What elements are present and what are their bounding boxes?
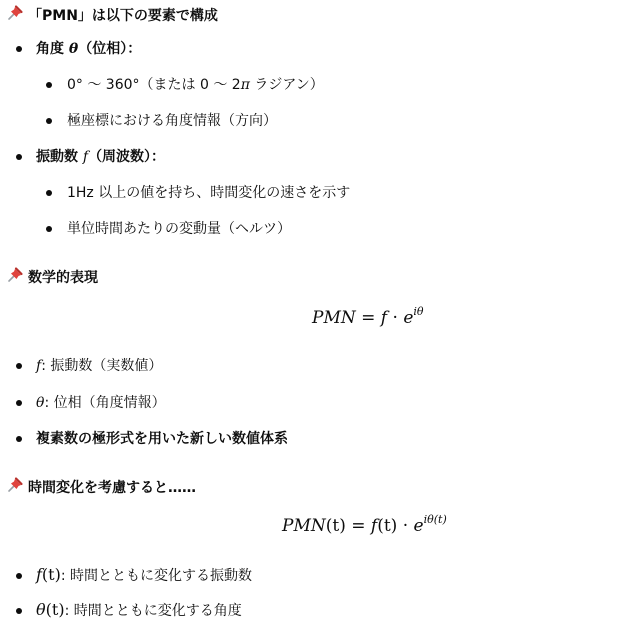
bullet-dot: [16, 608, 22, 614]
list-item-f-def: [36, 356, 162, 376]
range-text: 0° 〜 360°（または 0 〜 2: [67, 77, 241, 93]
formula-f: f: [370, 516, 378, 536]
bullet-dot: [16, 363, 22, 369]
formula-e: e: [413, 516, 424, 536]
item-label-suffix: （周波数）：: [88, 149, 166, 165]
formula-e: e: [403, 308, 414, 328]
list-item-theta-def: [36, 393, 166, 413]
definition-text: : 時間とともに変化する振動数: [60, 568, 253, 584]
bullet-dot: [16, 46, 22, 52]
f-symbol: f: [36, 565, 42, 584]
item-label-suffix: （位相）：: [78, 41, 142, 57]
pushpin-icon: [6, 266, 24, 284]
item-label: 角度: [36, 41, 69, 57]
theta-symbol: θ: [68, 41, 79, 57]
formula-lhs: PMN: [282, 516, 326, 536]
list-item-angle: [36, 39, 141, 59]
formula-exponent: iθ: [413, 305, 424, 318]
section-title: 時間変化を考慮すると……: [28, 480, 196, 496]
bullet-dot: [16, 573, 22, 579]
time-arg: (t): [41, 565, 61, 584]
section-heading-time: [6, 476, 196, 498]
formula-equals: =: [355, 308, 381, 328]
definition-text: : 振動数（実数値）: [41, 358, 163, 374]
list-item-complex: 複素数の極形式を用いた新しい数値体系: [36, 431, 288, 447]
bullet-dot: [16, 436, 22, 442]
formula-lhs: PMN: [312, 308, 356, 328]
bullet-dot: [46, 226, 52, 232]
formula-equals: =: [345, 516, 371, 536]
theta-symbol: θ: [36, 395, 45, 411]
formula-lhs-arg: (t): [325, 516, 346, 536]
pushpin-icon: [6, 476, 24, 494]
f-symbol: f: [36, 358, 42, 374]
bullet-dot: [46, 118, 52, 124]
formula-f-arg: (t): [377, 516, 398, 536]
formula-pmn-t: [282, 514, 447, 538]
f-symbol: f: [82, 149, 89, 165]
item-label: 振動数: [36, 149, 83, 165]
formula-dot: ·: [387, 308, 404, 328]
list-item-thetat-def: [36, 600, 242, 621]
list-item-ft-def: [36, 565, 252, 586]
bullet-dot: [16, 400, 22, 406]
section-heading-composition: [6, 4, 218, 26]
list-item-angle-polar: 極座標における角度情報（方向）: [67, 113, 277, 129]
section-title: 「PMN」は以下の要素で構成: [28, 8, 218, 24]
formula-pmn: [312, 306, 424, 330]
list-item-frequency-unit: 単位時間あたりの変動量（ヘルツ）: [67, 221, 291, 237]
bullet-dot: [46, 190, 52, 196]
formula-dot: ·: [397, 516, 414, 536]
range-unit: ラジアン）: [249, 77, 324, 93]
section-title: 数学的表現: [28, 270, 98, 286]
list-item-angle-range: [67, 75, 324, 95]
section-heading-math: [6, 266, 98, 288]
formula-exponent: iθ(t): [423, 513, 447, 526]
definition-text: : 時間とともに変化する角度: [64, 603, 242, 619]
formula-f: f: [380, 308, 388, 328]
theta-symbol: θ: [36, 600, 46, 619]
list-item-frequency: [36, 147, 165, 167]
list-item-frequency-hz: 1Hz 以上の値を持ち、時間変化の速さを示す: [67, 185, 351, 201]
pi-symbol: π: [240, 77, 250, 93]
pushpin-icon: [6, 4, 24, 22]
bullet-dot: [16, 154, 22, 160]
bullet-dot: [46, 82, 52, 88]
time-arg: (t): [45, 600, 65, 619]
definition-text: : 位相（角度情報）: [44, 395, 166, 411]
